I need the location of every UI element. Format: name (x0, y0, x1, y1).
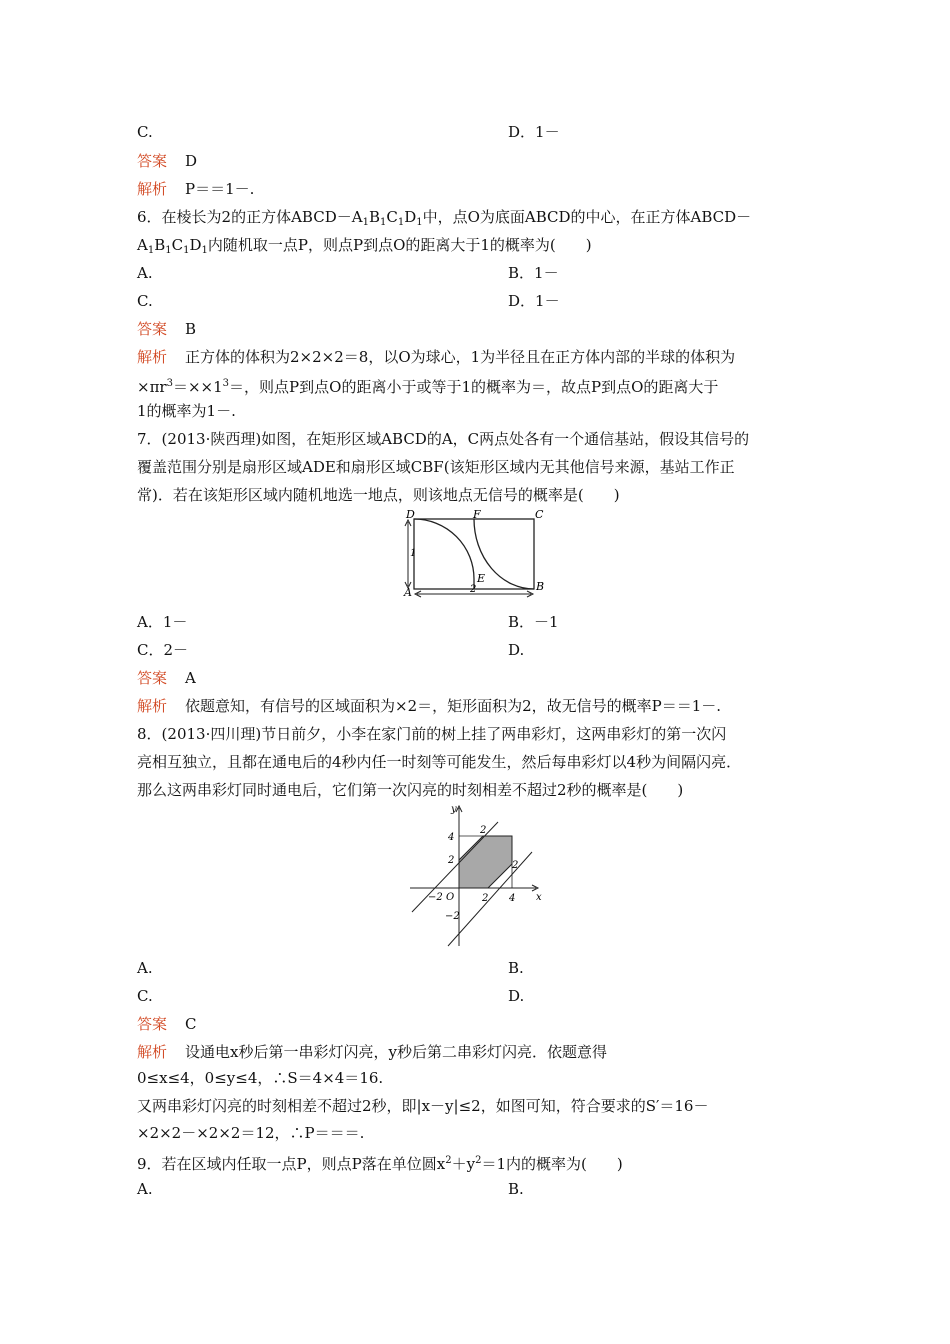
analysis-label: 解析 (137, 1043, 168, 1061)
label-2-right: 2 (512, 860, 519, 871)
q6-answer-value: B (185, 320, 197, 338)
label-origin: O (446, 892, 455, 903)
shaded-region (459, 836, 512, 888)
label-2: 2 (470, 584, 477, 595)
q7-rectangle-figure (398, 508, 553, 603)
q8-option-b: B. (508, 959, 524, 977)
label-2-y: 2 (448, 855, 455, 866)
q6-stem-line2: $A_1B_1C_1D_1$内随机取一点P，则点P到点O的距离大于1的概率为( ) (137, 236, 592, 256)
q8-stem-line3: 那么这两串彩灯同时通电后，它们第一次闪亮的时刻相差不超过2秒的概率是( ) (137, 781, 684, 799)
q8-analysis-line2: 0≤x≤4，0≤y≤4，∴S＝4×4＝16. (137, 1069, 384, 1087)
label-4-x: 4 (509, 893, 516, 904)
label-e: E (477, 572, 486, 585)
label-2-x: 2 (482, 893, 489, 904)
q5-analysis-text: P＝＝1－. (185, 180, 255, 198)
q7-stem-line1: 7．(2013·陕西理)如图，在矩形区域ABCD的A，C两点处各有一个通信基站，假设其信号的 (137, 430, 750, 448)
label-neg2-x: −2 (428, 892, 443, 903)
q7-answer-value: A (185, 669, 196, 687)
arc-ade (414, 519, 474, 589)
analysis-label: 解析 (137, 180, 168, 198)
q6-option-b: B．1－ (508, 264, 559, 282)
label-d: D (406, 508, 415, 521)
label-b: B (536, 580, 545, 593)
q8-coordinate-figure (408, 800, 548, 948)
label-f: F (473, 508, 481, 521)
q8-analysis-line3: 又两串彩灯闪亮的时刻相差不超过2秒，即|x－y|≤2，如图可知，符合要求的S′＝16－ (137, 1097, 709, 1115)
label-y: y (451, 804, 457, 815)
label-c: C (535, 508, 544, 521)
label-x: x (536, 892, 542, 903)
q7-option-b: B．－1 (508, 613, 559, 631)
q8-stem-line2: 亮相互独立，且都在通电后的4秒内任一时刻等可能发生，然后每串彩灯以4秒为间隔闪亮． (137, 753, 742, 771)
answer-label: 答案 (137, 320, 168, 338)
q9-option-b: B. (508, 1180, 524, 1198)
answer-label: 答案 (137, 152, 168, 170)
q7-option-c: C．2－ (137, 641, 189, 659)
q5-answer (137, 151, 197, 171)
q7-answer (137, 668, 196, 688)
label-4-y: 4 (448, 832, 455, 843)
q6-stem-line1: 6．在棱长为2的正方体$ABCD-A_1B_1C_1D_1$中，点O为底面ABCD的中心，在正方体ABCD－ (137, 208, 752, 228)
answer-label: 答案 (137, 1015, 168, 1033)
answer-label: 答案 (137, 669, 168, 687)
label-1: 1 (410, 548, 417, 559)
q8-analysis-line1: 解析 设通电x秒后第一串彩灯闪亮，y秒后第二串彩灯闪亮．依题意得 (137, 1043, 607, 1061)
q8-option-d: D. (508, 987, 525, 1005)
analysis-label: 解析 (137, 348, 168, 366)
q7-option-d: D. (508, 641, 525, 659)
analysis-label: 解析 (137, 697, 168, 715)
q5-answer-value: D (185, 152, 198, 170)
q7-analysis: 解析 依题意知，有信号的区域面积为×2＝，矩形面积为2，故无信号的概率P＝＝1－. (137, 697, 722, 715)
q8-answer (137, 1014, 197, 1034)
q9-option-a: A. (137, 1180, 153, 1198)
q5-option-d: D．1－ (508, 123, 560, 141)
q9-stem: 9．若在区域内任取一点P，则点P落在单位圆$x^2+y^2=1$内的概率为( ) (137, 1155, 623, 1173)
q8-option-c: C. (137, 987, 153, 1005)
q5-analysis (137, 179, 254, 199)
q8-stem-line1: 8．(2013·四川理)节日前夕，小李在家门前的树上挂了两串彩灯，这两串彩灯的第一次闪 (137, 725, 727, 743)
label-a: A (404, 586, 412, 599)
q7-option-a: A．1－ (137, 613, 188, 631)
q6-analysis-line2: $\times\pi r^3=\times\times 1^3=$，则点P到点O的距离小于或等于1的概率为＝，故点P到点O的距离大于 (137, 378, 719, 396)
q6-analysis-line3: 1的概率为1－. (137, 402, 236, 420)
q7-stem-line3: 常)．若在该矩形区域内随机地选一地点，则该地点无信号的概率是( ) (137, 486, 620, 504)
q8-answer-value: C (185, 1015, 197, 1033)
q5-option-c: C. (137, 123, 153, 141)
q8-option-a: A. (137, 959, 153, 977)
label-neg2-y: −2 (445, 911, 460, 922)
q6-option-c: C. (137, 292, 153, 310)
label-2-top: 2 (480, 825, 487, 836)
q6-option-a: A. (137, 264, 153, 282)
q6-option-d: D．1－ (508, 292, 560, 310)
q6-answer (137, 319, 196, 339)
q7-stem-line2: 覆盖范围分别是扇形区域ADE和扇形区域CBF(该矩形区域内无其他信号来源，基站工作正 (137, 458, 735, 476)
q8-analysis-line4: ×2×2－×2×2＝12，∴P＝＝＝. (137, 1124, 365, 1142)
q6-analysis-line1: 解析 正方体的体积为2×2×2＝8，以O为球心，1为半径且在正方体内部的半球的体积为 (137, 348, 736, 366)
